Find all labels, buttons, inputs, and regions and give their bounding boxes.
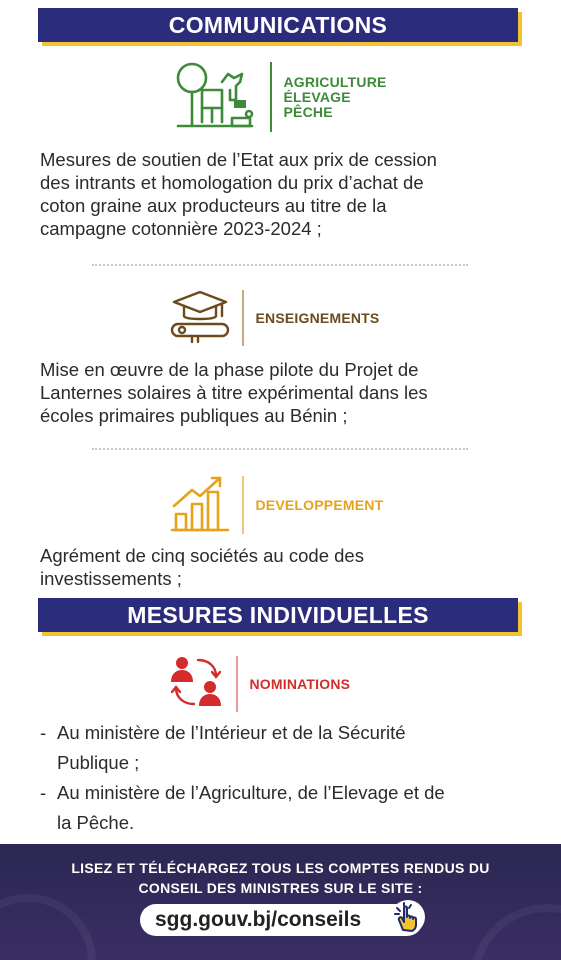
agriculture-text bbox=[40, 148, 520, 240]
people-exchange-icon bbox=[168, 654, 224, 715]
category-label-enseignements: ENSEIGNEMENTS bbox=[255, 309, 380, 326]
text-line: la Pêche. bbox=[57, 812, 135, 833]
dotted-divider bbox=[92, 448, 468, 450]
website-url[interactable]: sgg.gouv.bj/conseils bbox=[155, 908, 362, 931]
footer-decoration bbox=[0, 894, 96, 960]
text-line: coton graine aux producteurs au titre de la bbox=[40, 195, 387, 216]
enseignements-text bbox=[40, 358, 520, 427]
label-line: PÊCHE bbox=[283, 103, 333, 120]
text-line: Au ministère de l’Agriculture, de l’Elevage et de bbox=[57, 782, 445, 803]
text-line: Publique ; bbox=[57, 752, 140, 773]
footer-decoration bbox=[470, 904, 561, 960]
text-line: investissements ; bbox=[40, 568, 182, 589]
communications-banner bbox=[38, 8, 518, 42]
footer-line-1: LISEZ ET TÉLÉCHARGEZ TOUS LES COMPTES RENDUS DU bbox=[71, 860, 490, 876]
nomination-item bbox=[40, 778, 530, 838]
nomination-item-text bbox=[57, 718, 406, 778]
category-enseignements bbox=[170, 290, 379, 346]
text-line: Lanternes solaires à titre expérimental dans les bbox=[40, 382, 428, 403]
hand-click-icon bbox=[391, 900, 425, 934]
graduation-cap-icon bbox=[170, 288, 230, 349]
website-link[interactable] bbox=[140, 904, 423, 936]
nomination-item bbox=[40, 718, 530, 778]
mesures-title: MESURES INDIVIDUELLES bbox=[127, 601, 429, 628]
category-nominations bbox=[168, 656, 350, 712]
category-agriculture bbox=[172, 62, 387, 132]
text-line: campagne cotonnière 2023-2024 ; bbox=[40, 218, 322, 239]
text-line: Au ministère de l’Intérieur et de la Sécurité bbox=[57, 722, 406, 743]
growth-chart-icon bbox=[170, 474, 230, 537]
dotted-divider bbox=[92, 264, 468, 266]
category-label-agriculture bbox=[284, 75, 387, 120]
nomination-item-text bbox=[57, 778, 445, 838]
text-line: écoles primaires publiques au Bénin ; bbox=[40, 405, 348, 426]
category-divider bbox=[270, 62, 272, 132]
text-line: Agrément de cinq sociétés au code des bbox=[40, 545, 364, 566]
mesures-banner bbox=[38, 598, 518, 632]
category-divider bbox=[242, 476, 244, 534]
communications-title: COMMUNICATIONS bbox=[168, 11, 388, 38]
farm-cow-icon bbox=[172, 60, 258, 135]
bullet-dash: - bbox=[40, 722, 47, 743]
developpement-text bbox=[40, 544, 520, 590]
footer-line-2: CONSEIL DES MINISTRES SUR LE SITE : bbox=[138, 880, 423, 896]
text-line: Mise en œuvre de la phase pilote du Projet de bbox=[40, 359, 419, 380]
bullet-dash: - bbox=[40, 782, 47, 803]
category-divider bbox=[242, 290, 244, 346]
category-developpement bbox=[170, 476, 383, 534]
label-line: ÉLEVAGE bbox=[283, 88, 351, 105]
text-line: des intrants et homologation du prix d’achat de bbox=[40, 172, 424, 193]
category-divider bbox=[236, 656, 238, 712]
label-line: AGRICULTURE bbox=[283, 73, 387, 90]
footer bbox=[0, 844, 561, 960]
text-line: Mesures de soutien de l’Etat aux prix de cession bbox=[40, 149, 437, 170]
category-label-nominations: NOMINATIONS bbox=[249, 675, 351, 692]
category-label-developpement: DEVELOPPEMENT bbox=[255, 496, 384, 513]
